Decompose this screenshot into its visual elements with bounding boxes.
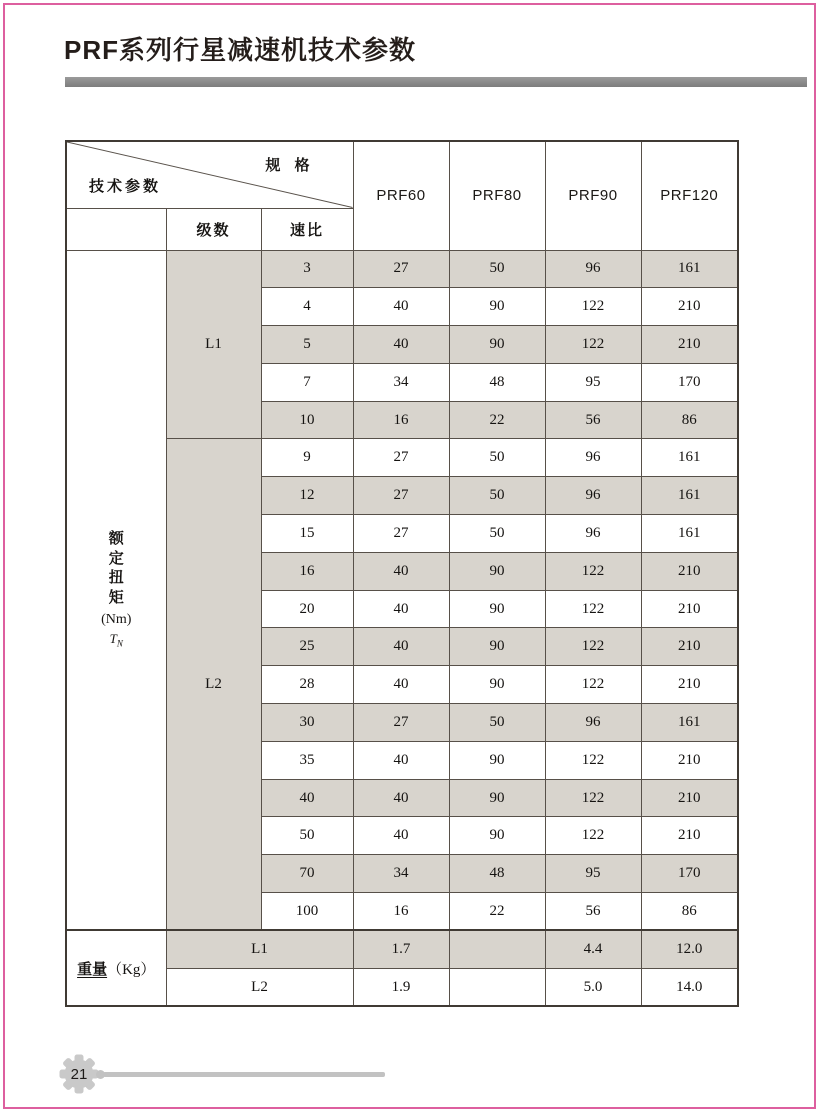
torque-value-cell: 122 bbox=[545, 628, 641, 666]
ratio-cell: 50 bbox=[261, 817, 353, 855]
torque-label-char: 额 bbox=[108, 530, 124, 548]
torque-value-cell: 210 bbox=[641, 552, 738, 590]
ratio-cell: 20 bbox=[261, 590, 353, 628]
torque-value-cell: 122 bbox=[545, 817, 641, 855]
torque-value-cell: 122 bbox=[545, 666, 641, 704]
ratio-cell: 70 bbox=[261, 855, 353, 893]
torque-value-cell: 90 bbox=[449, 666, 545, 704]
weight-value-cell bbox=[449, 930, 545, 968]
spec-table-container bbox=[65, 140, 739, 1007]
torque-value-cell: 210 bbox=[641, 628, 738, 666]
weight-label-cell bbox=[66, 930, 166, 1006]
ratio-cell: 10 bbox=[261, 401, 353, 439]
torque-value-cell: 50 bbox=[449, 704, 545, 742]
ratio-cell: 12 bbox=[261, 477, 353, 515]
torque-value-cell: 122 bbox=[545, 326, 641, 364]
col-header-prf90: PRF90 bbox=[545, 141, 641, 250]
torque-value-cell: 27 bbox=[353, 250, 449, 288]
torque-value-cell: 56 bbox=[545, 401, 641, 439]
torque-value-cell: 27 bbox=[353, 704, 449, 742]
torque-value-cell: 56 bbox=[545, 893, 641, 931]
page-title: PRF系列行星减速机技术参数 bbox=[64, 35, 417, 65]
header-empty-cell bbox=[66, 208, 166, 250]
torque-value-cell: 50 bbox=[449, 439, 545, 477]
torque-value-cell: 96 bbox=[545, 439, 641, 477]
torque-value-cell: 40 bbox=[353, 666, 449, 704]
torque-value-cell: 95 bbox=[545, 855, 641, 893]
torque-value-cell: 122 bbox=[545, 288, 641, 326]
header-corner-cell bbox=[66, 141, 353, 208]
weight-value-cell: 1.9 bbox=[353, 968, 449, 1006]
torque-label-char: 矩 bbox=[108, 588, 124, 606]
torque-value-cell: 210 bbox=[641, 779, 738, 817]
torque-value-cell: 210 bbox=[641, 666, 738, 704]
torque-value-cell: 210 bbox=[641, 817, 738, 855]
torque-row bbox=[66, 439, 738, 477]
torque-value-cell: 16 bbox=[353, 893, 449, 931]
torque-value-cell: 86 bbox=[641, 401, 738, 439]
torque-value-cell: 40 bbox=[353, 741, 449, 779]
torque-value-cell: 95 bbox=[545, 363, 641, 401]
torque-value-cell: 210 bbox=[641, 590, 738, 628]
ratio-cell: 4 bbox=[261, 288, 353, 326]
torque-value-cell: 48 bbox=[449, 363, 545, 401]
torque-value-cell: 86 bbox=[641, 893, 738, 931]
torque-value-cell: 161 bbox=[641, 704, 738, 742]
torque-value-cell: 40 bbox=[353, 817, 449, 855]
stage-cell-l1: L1 bbox=[166, 250, 261, 439]
torque-value-cell: 170 bbox=[641, 855, 738, 893]
col-header-stage: 级数 bbox=[166, 208, 261, 250]
torque-value-cell: 122 bbox=[545, 590, 641, 628]
table-body bbox=[66, 250, 738, 1006]
torque-value-cell: 34 bbox=[353, 855, 449, 893]
torque-value-cell: 40 bbox=[353, 326, 449, 364]
weight-value-cell: 4.4 bbox=[545, 930, 641, 968]
page-footer bbox=[58, 1053, 758, 1097]
col-header-ratio: 速比 bbox=[261, 208, 353, 250]
weight-value-cell: 14.0 bbox=[641, 968, 738, 1006]
torque-row bbox=[66, 250, 738, 288]
title-underline-bar bbox=[65, 77, 807, 87]
torque-value-cell: 50 bbox=[449, 250, 545, 288]
weight-label: 重量 bbox=[77, 960, 108, 978]
torque-unit-label: (Nm) bbox=[101, 612, 132, 628]
ratio-cell: 28 bbox=[261, 666, 353, 704]
torque-value-cell: 122 bbox=[545, 552, 641, 590]
torque-label-cell bbox=[66, 250, 166, 930]
col-header-prf60: PRF60 bbox=[353, 141, 449, 250]
torque-value-cell: 27 bbox=[353, 477, 449, 515]
torque-value-cell: 27 bbox=[353, 439, 449, 477]
torque-value-cell: 96 bbox=[545, 515, 641, 553]
torque-value-cell: 96 bbox=[545, 250, 641, 288]
torque-value-cell: 40 bbox=[353, 590, 449, 628]
torque-value-cell: 90 bbox=[449, 326, 545, 364]
header-params-label: 技术参数 bbox=[89, 177, 162, 195]
stage-cell-l2: L2 bbox=[166, 439, 261, 930]
ratio-cell: 30 bbox=[261, 704, 353, 742]
torque-value-cell: 16 bbox=[353, 401, 449, 439]
torque-value-cell: 161 bbox=[641, 250, 738, 288]
torque-value-cell: 22 bbox=[449, 401, 545, 439]
ratio-cell: 16 bbox=[261, 552, 353, 590]
ratio-cell: 9 bbox=[261, 439, 353, 477]
torque-value-cell: 50 bbox=[449, 477, 545, 515]
weight-unit-label: （Kg） bbox=[107, 961, 156, 978]
torque-value-cell: 170 bbox=[641, 363, 738, 401]
col-header-prf80: PRF80 bbox=[449, 141, 545, 250]
torque-value-cell: 90 bbox=[449, 741, 545, 779]
ratio-cell: 40 bbox=[261, 779, 353, 817]
weight-row bbox=[66, 930, 738, 968]
torque-value-cell: 48 bbox=[449, 855, 545, 893]
torque-symbol: $T_N$ bbox=[109, 631, 123, 649]
ratio-cell: 35 bbox=[261, 741, 353, 779]
ratio-cell: 3 bbox=[261, 250, 353, 288]
weight-value-cell: 5.0 bbox=[545, 968, 641, 1006]
torque-value-cell: 210 bbox=[641, 288, 738, 326]
ratio-cell: 7 bbox=[261, 363, 353, 401]
ratio-cell: 15 bbox=[261, 515, 353, 553]
page-number: 21 bbox=[70, 1066, 88, 1083]
torque-value-cell: 161 bbox=[641, 439, 738, 477]
torque-value-cell: 90 bbox=[449, 590, 545, 628]
weight-stage-cell-l2: L2 bbox=[166, 968, 353, 1006]
torque-label-char: 定 bbox=[108, 549, 124, 567]
torque-value-cell: 90 bbox=[449, 628, 545, 666]
ratio-cell: 5 bbox=[261, 326, 353, 364]
weight-value-cell: 1.7 bbox=[353, 930, 449, 968]
torque-value-cell: 22 bbox=[449, 893, 545, 931]
weight-value-cell: 12.0 bbox=[641, 930, 738, 968]
torque-value-cell: 161 bbox=[641, 477, 738, 515]
footer-rule-line bbox=[103, 1072, 385, 1077]
torque-value-cell: 90 bbox=[449, 288, 545, 326]
torque-label-char: 扭 bbox=[108, 569, 124, 587]
torque-value-cell: 40 bbox=[353, 779, 449, 817]
weight-stage-cell-l1: L1 bbox=[166, 930, 353, 968]
torque-value-cell: 96 bbox=[545, 704, 641, 742]
weight-value-cell bbox=[449, 968, 545, 1006]
torque-value-cell: 210 bbox=[641, 741, 738, 779]
torque-value-cell: 122 bbox=[545, 779, 641, 817]
gear-icon bbox=[58, 1053, 100, 1095]
torque-value-cell: 40 bbox=[353, 552, 449, 590]
spec-table bbox=[65, 140, 739, 1007]
torque-value-cell: 40 bbox=[353, 288, 449, 326]
torque-value-cell: 210 bbox=[641, 326, 738, 364]
torque-value-cell: 34 bbox=[353, 363, 449, 401]
torque-value-cell: 161 bbox=[641, 515, 738, 553]
ratio-cell: 100 bbox=[261, 893, 353, 931]
torque-value-cell: 40 bbox=[353, 628, 449, 666]
torque-value-cell: 90 bbox=[449, 817, 545, 855]
header-spec-label: 规 格 bbox=[265, 157, 315, 174]
torque-value-cell: 90 bbox=[449, 779, 545, 817]
torque-value-cell: 50 bbox=[449, 515, 545, 553]
torque-value-cell: 27 bbox=[353, 515, 449, 553]
rated-torque-vertical-label bbox=[67, 529, 166, 650]
torque-value-cell: 122 bbox=[545, 741, 641, 779]
torque-value-cell: 90 bbox=[449, 552, 545, 590]
torque-value-cell: 96 bbox=[545, 477, 641, 515]
weight-row bbox=[66, 968, 738, 1006]
col-header-prf120: PRF120 bbox=[641, 141, 738, 250]
ratio-cell: 25 bbox=[261, 628, 353, 666]
